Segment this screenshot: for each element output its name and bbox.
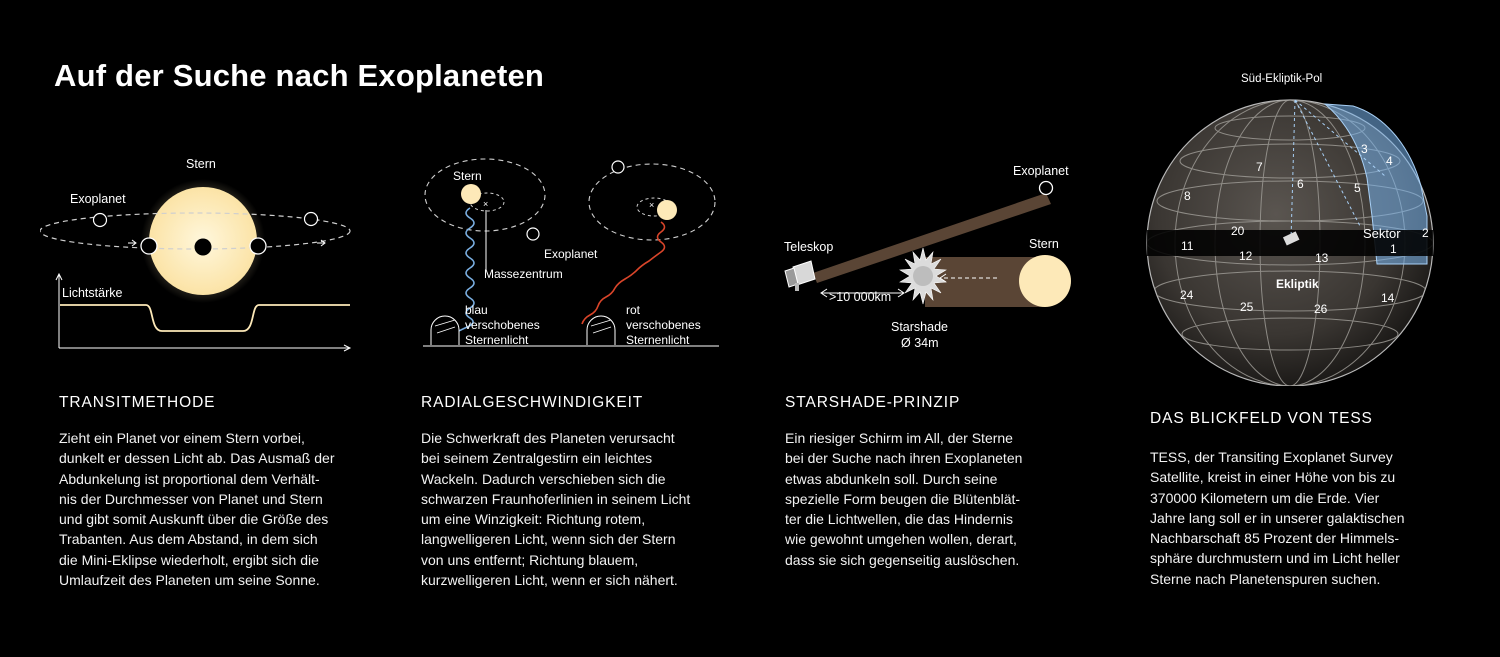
rv-star-left (461, 184, 481, 204)
sector-number-14: 14 (1381, 291, 1395, 305)
starshade-star (1019, 255, 1071, 307)
light-curve (60, 305, 350, 331)
blue-shift-label-1: blau (465, 303, 488, 317)
planet-disc-center (195, 239, 212, 256)
rv-planet-right (612, 161, 624, 173)
transit-text: Zieht ein Planet vor einem Stern vorbei, dunkelt er dessen Licht ab. Das Ausmaß der Abdunkelung ist proportional dem Verhält- nis der Durchmesser von Planet und Stern und gibt somit Auskunft über die Größe des Trabanten. Aus dem Abstand, in dem sich die Mini-Eklipse wiederholt, ergibt sich die Umlaufzeit des Planeten um seine Sonne. (59, 430, 335, 589)
starshade-diameter-label: Ø 34m (901, 336, 939, 350)
telescope-icon (785, 261, 815, 291)
starshade-exoplanet (1040, 182, 1053, 195)
planet-orbit-left (425, 159, 545, 231)
sector-number-11: 11 (1181, 239, 1194, 253)
sector-number-8: 8 (1184, 189, 1191, 203)
sector-number-6: 6 (1297, 177, 1304, 191)
tess-sphere-diagram (1135, 66, 1445, 386)
rv-star-right (657, 200, 677, 220)
red-shift-label-1: rot (626, 303, 641, 317)
rv-planet-left (527, 228, 539, 240)
starshade-heading: STARSHADE-PRINZIP (785, 394, 961, 411)
red-shift-label-2: verschobenes (626, 318, 701, 332)
starshade-core (913, 266, 933, 286)
radial-velocity-text: Die Schwerkraft des Planeten verursacht bei seinem Zentralgestirn ein leichtes Wackeln. Dadurch verschieben sich die schwarzen Fraunhoferlinien in seinem Licht um eine Winzigkeit: Richtung rotem, langwelligeren Licht, wenn sich der Stern von uns entfernt; Richtung blauem, kurzwelligeren Licht, wenn er sich nähert. (421, 430, 691, 589)
tess-text: TESS, der Transiting Exoplanet Survey Satellite, kreist in einer Höhe von bis zu 370000 Kilometern um die Erde. Vier Jahre lang soll er in unserer galaktischen Nachbarschaft 85 Prozent der Himmels- sphäre durchmustern und im Licht heller Sterne nach Planetenspuren suchen. (1150, 449, 1405, 587)
sector-number-20: 20 (1231, 224, 1245, 238)
brightness-axis-label: Lichtstärke (62, 286, 123, 300)
tess-heading: DAS BLICKFELD VON TESS (1150, 410, 1373, 427)
barycenter-mark-right: × (649, 200, 655, 210)
rv-planet-label: Exoplanet (544, 247, 598, 261)
blue-shift-label-2: verschobenes (465, 318, 540, 332)
sector-number-1: 1 (1390, 242, 1397, 256)
starshade-planet-label: Exoplanet (1013, 164, 1069, 178)
starshade-text: Ein riesiger Schirm im All, der Sterne bei der Suche nach ihren Exoplaneten etwas abdunkeln soll. Durch seine spezielle Form beugen die Blütenblät- ter die Lichtwellen, die das Hindernis wie gewohnt umgehen wollen, derart, dass sie sich gegenseitig auslöschen. (785, 430, 1023, 568)
planet-disc-right (250, 238, 266, 254)
transit-planet-label: Exoplanet (70, 192, 126, 206)
planet-back-right (305, 213, 318, 226)
sector-number-26: 26 (1314, 302, 1328, 316)
starshade-star-label: Stern (1029, 237, 1059, 251)
sector-number-5: 5 (1354, 181, 1361, 195)
red-shifted-wave (582, 222, 665, 324)
blue-shift-label-3: Sternenlicht (465, 333, 529, 347)
page-title: Auf der Suche nach Exoplaneten (54, 58, 545, 93)
sector-number-7: 7 (1256, 160, 1263, 174)
red-shift-label-3: Sternenlicht (626, 333, 690, 347)
sector-label: Sektor (1363, 226, 1401, 241)
transit-diagram (40, 140, 370, 360)
planet-disc-left (141, 238, 157, 254)
sector-number-2: 2 (1422, 226, 1429, 240)
telescope-label: Teleskop (784, 240, 834, 254)
pole-label: Süd-Ekliptik-Pol (1241, 73, 1323, 85)
radial-velocity-heading: RADIALGESCHWINDIGKEIT (421, 394, 644, 411)
barycenter-mark-left: × (483, 199, 489, 209)
distance-label: >10 000km (829, 290, 892, 304)
sector-number-24: 24 (1180, 288, 1194, 302)
orbit-arrow-left (128, 240, 136, 246)
transit-heading: TRANSITMETHODE (59, 394, 216, 411)
starshade-label: Starshade (891, 320, 948, 334)
sector-number-4: 4 (1386, 154, 1393, 168)
ecliptic-label: Ekliptik (1276, 277, 1319, 291)
transit-star-label: Stern (186, 157, 216, 171)
sector-number-13: 13 (1315, 251, 1329, 265)
planet-back-left (94, 214, 107, 227)
sector-number-3: 3 (1361, 142, 1368, 156)
barycenter-label: Massezentrum (484, 267, 563, 281)
sector-number-25: 25 (1240, 300, 1254, 314)
sector-number-12: 12 (1239, 249, 1253, 263)
rv-star-label: Stern (453, 169, 482, 183)
starshade-diagram (775, 155, 1095, 355)
time-x-axis (59, 345, 350, 351)
radial-velocity-diagram (415, 150, 735, 355)
